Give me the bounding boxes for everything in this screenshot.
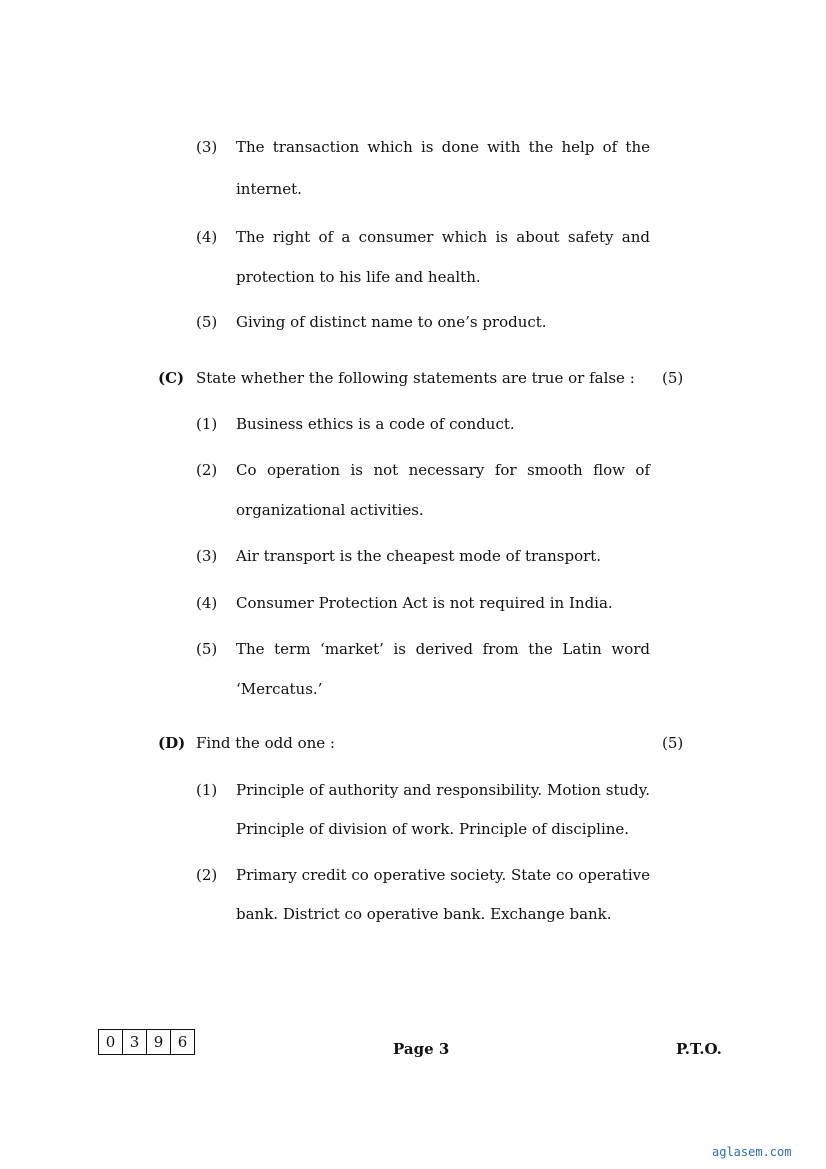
- section-label: (C): [158, 369, 185, 387]
- section-instruction: State whether the following statements are true or false :: [196, 369, 635, 387]
- item-text-line1: The term ‘market’ is derived from the Latin word: [236, 640, 650, 658]
- pto-label: P.T.O.: [676, 1040, 722, 1058]
- item-number: (4): [196, 228, 218, 246]
- section-marks: (5): [662, 369, 684, 387]
- item-number: (2): [196, 866, 218, 884]
- code-digit: 3: [123, 1030, 147, 1054]
- item-text-line1: Business ethics is a code of conduct.: [236, 415, 515, 433]
- item-text-line1: The transaction which is done with the help of the: [236, 138, 650, 156]
- item-text-line2: protection to his life and health.: [236, 268, 481, 286]
- item-number: (1): [196, 415, 218, 433]
- item-text-line1: Air transport is the cheapest mode of transport.: [236, 547, 602, 565]
- watermark: aglasem.com: [712, 1145, 792, 1159]
- item-number: (3): [196, 138, 218, 156]
- item-text-line1: Giving of distinct name to one’s product.: [236, 313, 547, 331]
- code-digit: 9: [147, 1030, 171, 1054]
- section-instruction: Find the odd one :: [196, 734, 335, 752]
- code-digit: 0: [99, 1030, 123, 1054]
- page-number: Page 3: [393, 1040, 450, 1058]
- item-text-line1: Co operation is not necessary for smooth flow of: [236, 461, 650, 479]
- paper-code-box: [98, 1029, 195, 1055]
- item-text-line2: internet.: [236, 180, 302, 198]
- item-number: (5): [196, 313, 218, 331]
- item-text-line1: The right of a consumer which is about safety and: [236, 228, 650, 246]
- item-text-line2: organizational activities.: [236, 501, 424, 519]
- section-label: (D): [158, 734, 186, 752]
- item-text-line2: bank. District co operative bank. Exchange bank.: [236, 905, 612, 923]
- section-marks: (5): [662, 734, 684, 752]
- item-number: (1): [196, 781, 218, 799]
- item-text-line2: Principle of division of work. Principle of discipline.: [236, 820, 630, 838]
- item-number: (4): [196, 594, 218, 612]
- item-number: (2): [196, 461, 218, 479]
- item-text-line1: Consumer Protection Act is not required in India.: [236, 594, 613, 612]
- item-text-line2: ‘Mercatus.’: [236, 680, 323, 698]
- item-number: (5): [196, 640, 218, 658]
- item-text-line1: Primary credit co operative society. State co operative: [236, 866, 650, 884]
- item-number: (3): [196, 547, 218, 565]
- code-digit: 6: [177, 1033, 188, 1051]
- item-text-line1: Principle of authority and responsibility. Motion study.: [236, 781, 650, 799]
